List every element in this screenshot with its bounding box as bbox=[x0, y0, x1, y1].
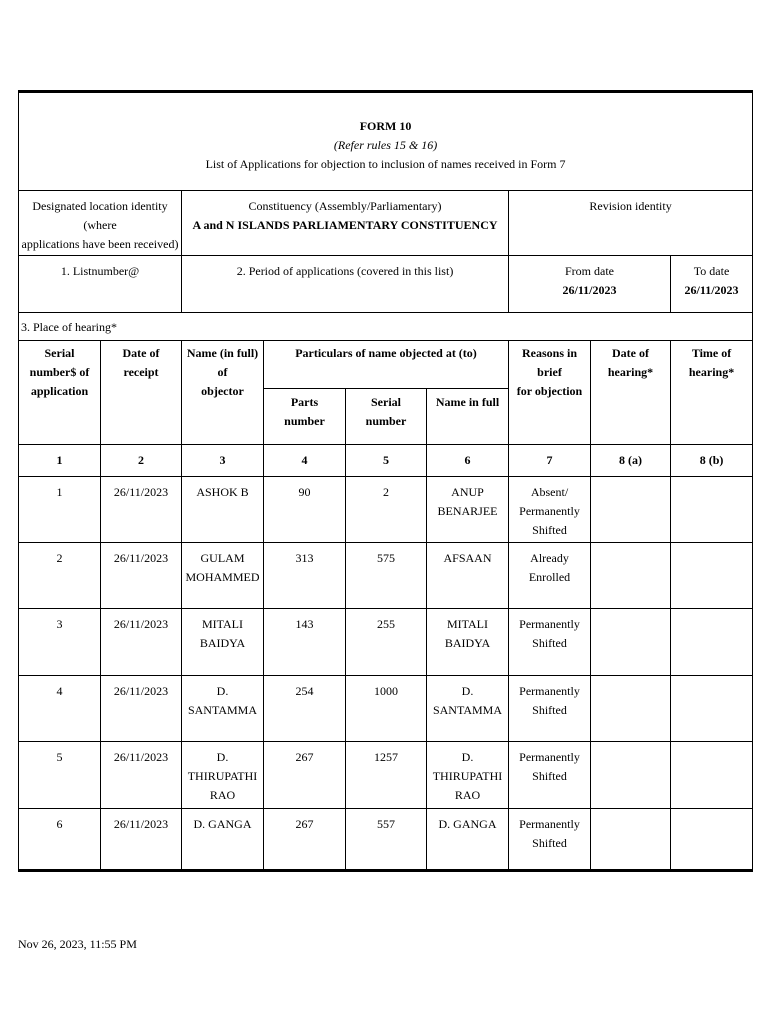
place-of-hearing-label: 3. Place of hearing* bbox=[21, 320, 117, 334]
table-row bbox=[19, 742, 753, 809]
col-header-objector: Name (in full) of objector bbox=[182, 341, 264, 445]
col-header-date-of-receipt: Date of receipt bbox=[101, 341, 182, 445]
to-date-value: 26/11/2023 bbox=[684, 283, 739, 297]
name-in-full-cell: D. GANGA bbox=[427, 809, 509, 871]
time-of-hearing-cell bbox=[671, 543, 753, 609]
part-number-cell: 143 bbox=[264, 609, 346, 676]
col-header-reasons: Reasons in brief for objection bbox=[509, 341, 591, 445]
col-header-particulars: Particulars of name objected at (to) bbox=[264, 341, 509, 389]
table-row bbox=[19, 676, 753, 742]
serial-no-cell: 575 bbox=[346, 543, 427, 609]
form-title: FORM 10 bbox=[359, 119, 412, 133]
to-date-cell bbox=[671, 256, 753, 313]
constituency-value: A and N ISLANDS PARLIAMENTARY CONSTITUENCY bbox=[192, 218, 498, 232]
part-number-cell: 313 bbox=[264, 543, 346, 609]
col-header-parts-number: Parts number bbox=[264, 389, 346, 445]
objector-name-cell: D. THIRUPATHI RAO bbox=[182, 742, 264, 809]
time-of-hearing-cell bbox=[671, 809, 753, 871]
form-header bbox=[19, 92, 753, 191]
table-row bbox=[19, 609, 753, 676]
name-in-full-cell: D. SANTAMMA bbox=[427, 676, 509, 742]
column-number: 6 bbox=[427, 445, 509, 477]
objector-name-cell: MITALI BAIDYA bbox=[182, 609, 264, 676]
period-cell bbox=[182, 256, 509, 313]
date-of-hearing-cell bbox=[591, 742, 671, 809]
objector-name-cell: D. GANGA bbox=[182, 809, 264, 871]
time-of-hearing-cell bbox=[671, 609, 753, 676]
objector-name-cell: GULAM MOHAMMED bbox=[182, 543, 264, 609]
name-in-full-cell: MITALI BAIDYA bbox=[427, 609, 509, 676]
table-row bbox=[19, 477, 753, 543]
column-number: 8 (a) bbox=[591, 445, 671, 477]
reason-cell: Permanently Shifted bbox=[509, 742, 591, 809]
column-number-row bbox=[19, 445, 753, 477]
to-date-label: To date bbox=[693, 264, 730, 278]
column-number: 3 bbox=[182, 445, 264, 477]
period-label: 2. Period of applications (covered in this list) bbox=[236, 264, 454, 278]
date-of-receipt-cell: 26/11/2023 bbox=[101, 609, 182, 676]
date-of-receipt-cell: 26/11/2023 bbox=[101, 742, 182, 809]
column-number: 7 bbox=[509, 445, 591, 477]
serial-number-cell: 2 bbox=[19, 543, 101, 609]
col-header-date-of-hearing: Date of hearing* bbox=[591, 341, 671, 445]
date-of-receipt-cell: 26/11/2023 bbox=[101, 676, 182, 742]
date-of-receipt-cell: 26/11/2023 bbox=[101, 543, 182, 609]
col-header-name-in-full: Name in full bbox=[427, 389, 509, 445]
from-date-cell bbox=[509, 256, 671, 313]
name-in-full-cell: AFSAAN bbox=[427, 543, 509, 609]
location-identity-cell bbox=[19, 191, 182, 256]
serial-no-cell: 1257 bbox=[346, 742, 427, 809]
time-of-hearing-cell bbox=[671, 676, 753, 742]
serial-no-cell: 2 bbox=[346, 477, 427, 543]
listnumber-label: 1. Listnumber@ bbox=[60, 264, 140, 278]
revision-identity-cell bbox=[509, 191, 753, 256]
from-date-value: 26/11/2023 bbox=[562, 283, 617, 297]
revision-label: Revision identity bbox=[589, 199, 672, 213]
reason-cell: Already Enrolled bbox=[509, 543, 591, 609]
from-date-label: From date bbox=[565, 264, 614, 278]
constituency-cell bbox=[182, 191, 509, 256]
date-of-hearing-cell bbox=[591, 676, 671, 742]
name-in-full-cell: ANUP BENARJEE bbox=[427, 477, 509, 543]
serial-no-cell: 557 bbox=[346, 809, 427, 871]
col-header-serial: Serial number$ of application bbox=[19, 341, 101, 445]
date-of-hearing-cell bbox=[591, 809, 671, 871]
serial-number-cell: 4 bbox=[19, 676, 101, 742]
date-of-receipt-cell: 26/11/2023 bbox=[101, 477, 182, 543]
rules-reference: (Refer rules 15 & 16) bbox=[333, 138, 438, 152]
column-number: 1 bbox=[19, 445, 101, 477]
constituency-label: Constituency (Assembly/Parliamentary) bbox=[248, 199, 442, 213]
time-of-hearing-cell bbox=[671, 742, 753, 809]
table-row bbox=[19, 543, 753, 609]
col-header-time-of-hearing: Time of hearing* bbox=[671, 341, 753, 445]
place-of-hearing-cell bbox=[19, 313, 753, 341]
listnumber-cell bbox=[19, 256, 182, 313]
reason-cell: Permanently Shifted bbox=[509, 609, 591, 676]
applications-rows bbox=[19, 477, 753, 871]
serial-no-cell: 1000 bbox=[346, 676, 427, 742]
part-number-cell: 267 bbox=[264, 742, 346, 809]
serial-number-cell: 3 bbox=[19, 609, 101, 676]
reason-cell: Permanently Shifted bbox=[509, 809, 591, 871]
objector-name-cell: D. SANTAMMA bbox=[182, 676, 264, 742]
serial-number-cell: 5 bbox=[19, 742, 101, 809]
column-number: 8 (b) bbox=[671, 445, 753, 477]
serial-number-cell: 6 bbox=[19, 809, 101, 871]
name-in-full-cell: D. THIRUPATHI RAO bbox=[427, 742, 509, 809]
print-timestamp: Nov 26, 2023, 11:55 PM bbox=[18, 937, 137, 951]
table-row bbox=[19, 809, 753, 871]
location-label-line-2: applications have been received) bbox=[21, 237, 179, 251]
date-of-hearing-cell bbox=[591, 609, 671, 676]
part-number-cell: 267 bbox=[264, 809, 346, 871]
objector-name-cell: ASHOK B bbox=[182, 477, 264, 543]
time-of-hearing-cell bbox=[671, 477, 753, 543]
form-10-table bbox=[18, 90, 753, 872]
location-label-line-1: Designated location identity (where bbox=[32, 199, 168, 232]
column-number: 5 bbox=[346, 445, 427, 477]
serial-no-cell: 255 bbox=[346, 609, 427, 676]
date-of-hearing-cell bbox=[591, 543, 671, 609]
form-subtitle: List of Applications for objection to inclusion of names received in Form 7 bbox=[205, 157, 566, 171]
reason-cell: Permanently Shifted bbox=[509, 676, 591, 742]
column-number: 4 bbox=[264, 445, 346, 477]
date-of-hearing-cell bbox=[591, 477, 671, 543]
date-of-receipt-cell: 26/11/2023 bbox=[101, 809, 182, 871]
serial-number-cell: 1 bbox=[19, 477, 101, 543]
column-number: 2 bbox=[101, 445, 182, 477]
part-number-cell: 90 bbox=[264, 477, 346, 543]
part-number-cell: 254 bbox=[264, 676, 346, 742]
col-header-serial-number: Serial number bbox=[346, 389, 427, 445]
reason-cell: Absent/ Permanently Shifted bbox=[509, 477, 591, 543]
